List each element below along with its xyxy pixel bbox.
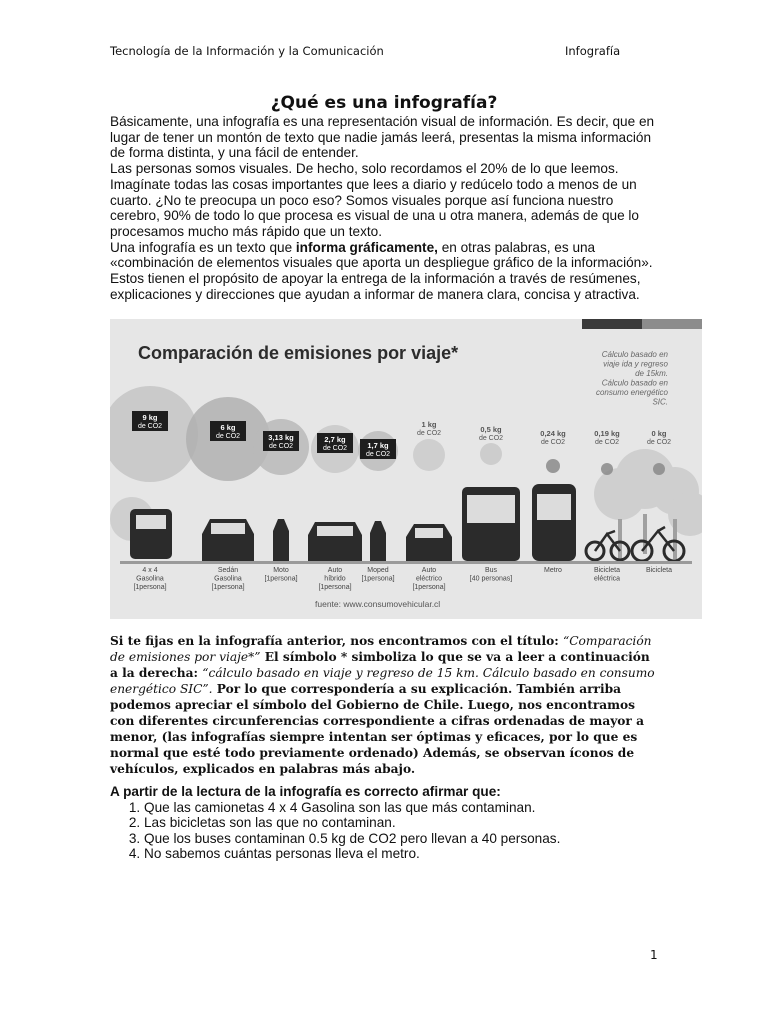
answer-option: 2. Las bicicletas son las que no contaminan. <box>144 815 670 831</box>
bus-window <box>467 495 515 523</box>
paragraph-3-end: en otras palabras, es una «combinación de elementos visuales que aporta un despliegue gráfico de la información». <box>110 239 653 271</box>
motorcycle-icon <box>273 519 289 561</box>
vehicle-occupancy: [1persona] <box>412 584 446 591</box>
emission-value: 1 kg <box>421 420 437 429</box>
emission-value: 0 kg <box>651 429 667 438</box>
answer-option: 1. Que las camionetas 4 x 4 Gasolina son las que más contaminan. <box>144 800 670 816</box>
vehicle-name: híbrido <box>324 575 346 583</box>
page-title: ¿Qué es una infografía? <box>270 93 498 113</box>
flag-bar-dark <box>582 319 642 329</box>
electric-car-windshield <box>415 528 443 538</box>
paragraph-2: Las personas somos visuales. De hecho, solo recordamos el 20% de lo que leemos. Imagínate todas las cosas importantes que lees a diario y redúcelo todo a menos de un cuarto. ¿No te preocupa un poco eso? Somos visuales porque así funciona nuestro cerebro, 90% de todo lo que procesa es visual de una u otra manera, además de que lo procesamos mucho más rápido que un texto. <box>110 161 639 239</box>
emission-value: 0,5 kg <box>480 425 502 434</box>
emission-value: 1,7 kg <box>367 441 389 450</box>
question-block <box>110 784 670 862</box>
vehicle-name: Moto <box>273 567 289 574</box>
sedan-windshield <box>211 523 245 534</box>
paragraph-1: Básicamente, una infografía es una representación visual de información. Es decir, que en lugar de tener un montón de texto que nadie jamás leerá, presentas la misma información de forma distinta, y una fácil de entender. <box>110 114 655 161</box>
paragraph-3-bold: informa gráficamente, <box>295 239 438 255</box>
emission-value: 9 kg <box>142 413 158 422</box>
answer-option: 4. No sabemos cuántas personas lleva el metro. <box>144 846 670 862</box>
explanation-part-3: Por lo que correspondería a su explicación. También arriba podemos apreciar el símbolo del Gobierno de Chile. Luego, nos encontramos con diferentes circunferencias correspondiente a cifras ordenadas de mayor a menor, (las infografías siempre intentan ser óptimas y eficaces, por lo que es normal que esté todo previamente ordenado) Además, se observan íconos de vehículos, explicados en palabras más abajo. <box>110 682 644 776</box>
header-topic: Infografía <box>565 44 621 58</box>
tree-trunk <box>673 519 677 559</box>
emission-unit: de CO2 <box>137 423 163 430</box>
explanation-title-quote: “Comparación de emisiones por viaje*” <box>110 634 652 664</box>
paragraph-3-start: Una infografía es un texto que <box>110 239 296 255</box>
note-line: de 15km. <box>635 369 668 378</box>
answer-option: 3. Que los buses contaminan 0.5 kg de CO2 pero llevan a 40 personas. <box>144 831 670 847</box>
emission-unit: de CO2 <box>478 435 504 442</box>
flag-bar-light <box>642 319 702 329</box>
emission-unit: de CO2 <box>322 445 348 452</box>
vehicle-name: Metro <box>544 567 562 574</box>
emission-unit: de CO2 <box>365 451 391 458</box>
emission-bubble <box>413 439 445 471</box>
emission-value: 6 kg <box>220 423 236 432</box>
question-stem: A partir de la lectura de la infografía es correcto afirmar que: <box>110 784 501 799</box>
emission-value: 2,7 kg <box>324 435 346 444</box>
explanation-part-1: Si te fijas en la infografía anterior, nos encontramos con el título: <box>110 634 563 648</box>
tree-trunk <box>618 519 622 559</box>
vehicle-name: Gasolina <box>214 575 242 583</box>
emission-bubble <box>480 443 502 465</box>
emission-value: 0,24 kg <box>540 429 566 438</box>
vehicle-name: Gasolina <box>136 575 164 583</box>
vehicle-occupancy: [1persona] <box>361 575 395 583</box>
emission-value: 3,13 kg <box>268 433 294 442</box>
vehicle-name: Auto <box>327 567 343 574</box>
vehicle-name: Bicicleta <box>593 567 621 574</box>
emission-unit: de CO2 <box>594 439 620 446</box>
paragraph-4: Estos tienen el propósito de apoyar la entrega de la información a través de resúmenes, explicaciones y direcciones que ayudan a informar de manera clara, concisa y atractiva. <box>110 271 641 302</box>
emission-unit: de CO2 <box>268 443 294 450</box>
emission-value: 0,19 kg <box>594 429 620 438</box>
vehicle-name: eléctrico <box>415 575 443 583</box>
note-line: consumo energético <box>595 388 668 397</box>
intro-text <box>110 114 658 302</box>
vehicle-name: Moped <box>367 567 389 574</box>
vehicle-name: Auto <box>421 567 437 574</box>
vehicle-occupancy: [1persona] <box>133 584 167 591</box>
suv-windshield <box>136 515 166 529</box>
infographic-explanation <box>110 633 658 777</box>
vehicle-name: 4 x 4 <box>142 567 158 574</box>
metro-window <box>537 494 571 520</box>
vehicle-occupancy: [1persona] <box>264 575 298 583</box>
vehicle-occupancy: [40 personas] <box>469 575 513 583</box>
infographic-title: Comparación de emisiones por viaje* <box>138 343 459 363</box>
road-line <box>120 561 692 564</box>
emission-bubble <box>653 463 665 475</box>
emission-unit: de CO2 <box>646 439 672 446</box>
vehicle-name: Sedán <box>217 567 239 574</box>
paragraph-3 <box>110 240 658 271</box>
emission-bubble <box>546 459 560 473</box>
answer-options <box>110 800 670 862</box>
vehicle-occupancy: [1persona] <box>211 584 245 591</box>
vehicle-name: Bus <box>484 567 498 574</box>
note-line: viaje ida y regreso <box>603 359 668 369</box>
emission-unit: de CO2 <box>416 430 442 437</box>
emission-unit: de CO2 <box>215 433 241 440</box>
emissions-infographic <box>110 319 702 619</box>
hybrid-windshield <box>317 526 353 536</box>
note-line: Cálculo basado en <box>601 350 668 359</box>
header-subject: Tecnología de la Información y la Comunicación <box>110 44 384 58</box>
explanation-note-quote: “cálculo basado en viaje y regreso de 15 km. Cálculo basado en consumo energético SIC”. <box>110 666 655 696</box>
emission-unit: de CO2 <box>540 439 566 446</box>
note-line: SIC. <box>652 397 668 407</box>
page-number: 1 <box>650 948 658 962</box>
emission-bubble <box>601 463 613 475</box>
infographic-source: fuente: www.consumovehicular.cl <box>315 599 441 609</box>
explanation-part-2: El símbolo * simboliza lo que se va a leer a continuación a la derecha: <box>110 650 650 680</box>
vehicle-name: Bicicleta <box>645 567 673 574</box>
note-line: Cálculo basado en <box>601 378 668 388</box>
vehicle-occupancy: [1persona] <box>318 584 352 591</box>
vehicle-name: eléctrica <box>593 575 621 583</box>
